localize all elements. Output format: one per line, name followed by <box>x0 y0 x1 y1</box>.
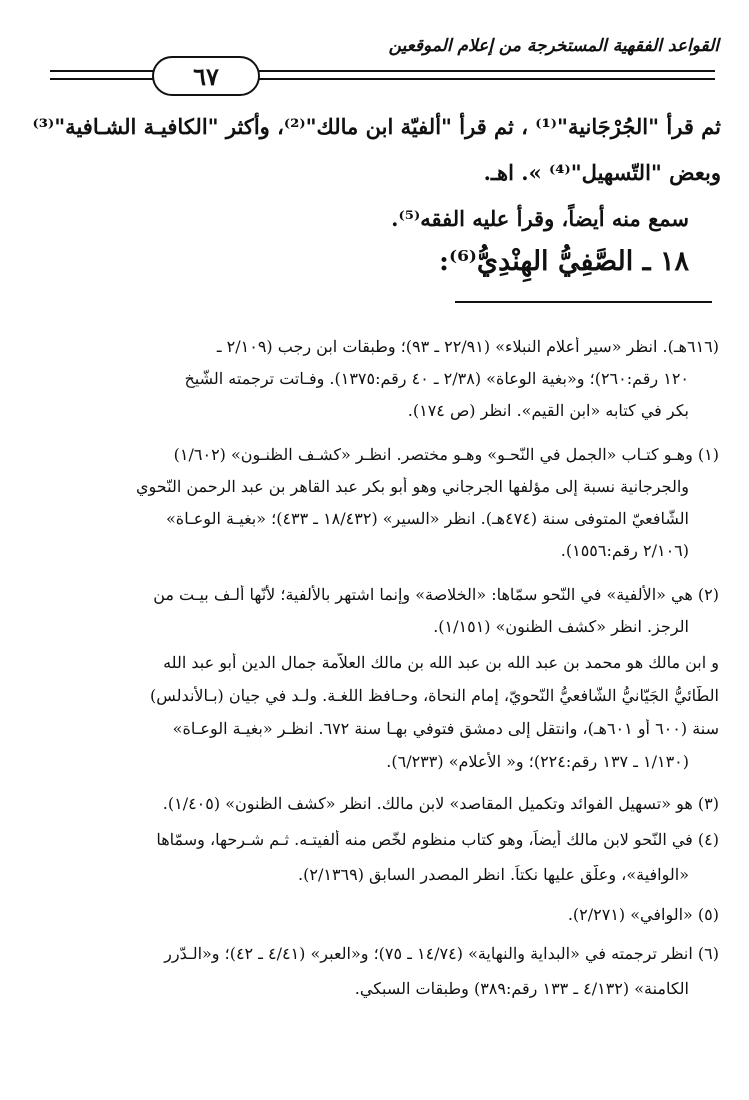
footnote-intro-line-2: ١٢٠ رقم:٢٦٠)؛ و«بغية الوعاة» (٢/٣٨ ـ ٤٠ رقم:١٣٧٥). وفـاتت ترجمته الشّيخ <box>184 369 689 388</box>
header-rule-top <box>50 70 715 72</box>
footnote-6-line-2: الكامنة» (٤/١٣٢ ـ ١٣٣ رقم:٣٨٩) وطبقات السبكي. <box>354 979 689 998</box>
footnote-1-line-1: (١) وهـو كتـاب «الجمل في النّحـو» وهـو مختصر. انظـر «كشـف الظنـون» (١/٦٠٢) <box>173 445 719 464</box>
footnote-intro-line-3: بكر في كتابه «ابن القيم». انظر (ص ١٧٤). <box>407 401 689 420</box>
footnote-separator <box>455 301 712 303</box>
footnote-4-line-1: (٤) في النّحو لابن مالك أيضاً، وهو كتاب منظوم لخّص منه ألفيتـه. ثـم شـرحها، وسمّاها <box>156 830 719 849</box>
footnote-2-line-5: سنة (٦٠٠ أو ٦٠١هـ)، وانتقل إلى دمشق فتوفي بهـا سنة ٦٧٢. انظـر «بغيـة الوعـاة» <box>172 719 719 738</box>
footnote-4-line-2: «الوافية»، وعلّق عليها نكتاً. انظر المصدر السابق (٢/١٣٦٩). <box>298 865 689 884</box>
body-line-3: سمع منه أيضاً، وقرأ عليه الفقه⁽⁵⁾. <box>391 206 689 231</box>
footnote-2-line-2: الرجز. انظر «كشف الظنون» (١/١٥١). <box>433 617 689 636</box>
header-rule-bottom <box>50 78 715 80</box>
footnote-6-line-1: (٦) انظر ترجمته في «البداية والنهاية» (١٤/٧٤ ـ ٧٥)؛ و«العبر» (٤/٤١ ـ ٤٢)؛ و«الـدّرر <box>164 944 719 963</box>
footnote-2-line-4: الطّائيُّ الجَيّانيُّ الشّافعيُّ النّحويّ، إمام النحاة، وحـافظ اللغـة. ولـد في جيان (بـالأندلس) <box>150 686 719 705</box>
footnote-5-line-1: (٥) «الوافي» (٢/٢٧١). <box>567 905 719 924</box>
footnote-1-line-2: والجرجانية نسبة إلى مؤلفها الجرجاني وهو أبو بكر عبد القاهر بن عبد الرحمن النّحوي <box>136 477 689 496</box>
page-number: ٦٧ <box>152 56 260 96</box>
footnote-intro-line-1: (٦١٦هـ). انظر «سير أعلام النبلاء» (٢٢/٩١ ـ ٩٣)؛ وطبقات ابن رجب (٢/١٠٩ ـ <box>216 337 719 356</box>
footnote-3-line-1: (٣) هو «تسهيل الفوائد وتكميل المقاصد» لابن مالك. انظر «كشف الظنون» (١/٤٠٥). <box>162 794 719 813</box>
footnote-2-line-3: و ابن مالك هو محمد بن عبد الله بن عبد الله بن مالك العلاّمة جمال الدين أبو عبد الله <box>163 653 719 672</box>
body-line-1: ثم قرأ "الجُرْجَانية"⁽¹⁾ ، ثم قرأ "ألفيّة ابن مالك"⁽²⁾، وأكثر "الكافيـة الشـافية"⁽³⁾ <box>32 114 721 139</box>
section-heading: ١٨ ـ الصَّفِيُّ الهِنْدِيُّ⁽⁶⁾: <box>439 246 689 277</box>
running-title: القواعد الفقهية المستخرجة من إعلام الموقعين <box>388 36 719 56</box>
footnote-2-line-1: (٢) هي «الألفية» في النّحو سمّاها: «الخلاصة» وإنما اشتهر بالألفية؛ لأنّها ألـف بيـت من <box>153 585 719 604</box>
footnote-2-line-6: (١/١٣٠ ـ ١٣٧ رقم:٢٢٤)؛ و« الأعلام» (٦/٢٣٣). <box>386 752 689 771</box>
footnote-1-line-4: (٢/١٠٦ رقم:١٥٥٦). <box>560 541 689 560</box>
footnote-1-line-3: الشّافعيّ المتوفى سنة (٤٧٤هـ). انظر «السير» (١٨/٤٣٢ ـ ٤٣٣)؛ «بغيـة الوعـاة» <box>166 509 689 528</box>
body-line-2: وبعض "التّسهيل"⁽⁴⁾ ». اهـ. <box>483 160 721 185</box>
